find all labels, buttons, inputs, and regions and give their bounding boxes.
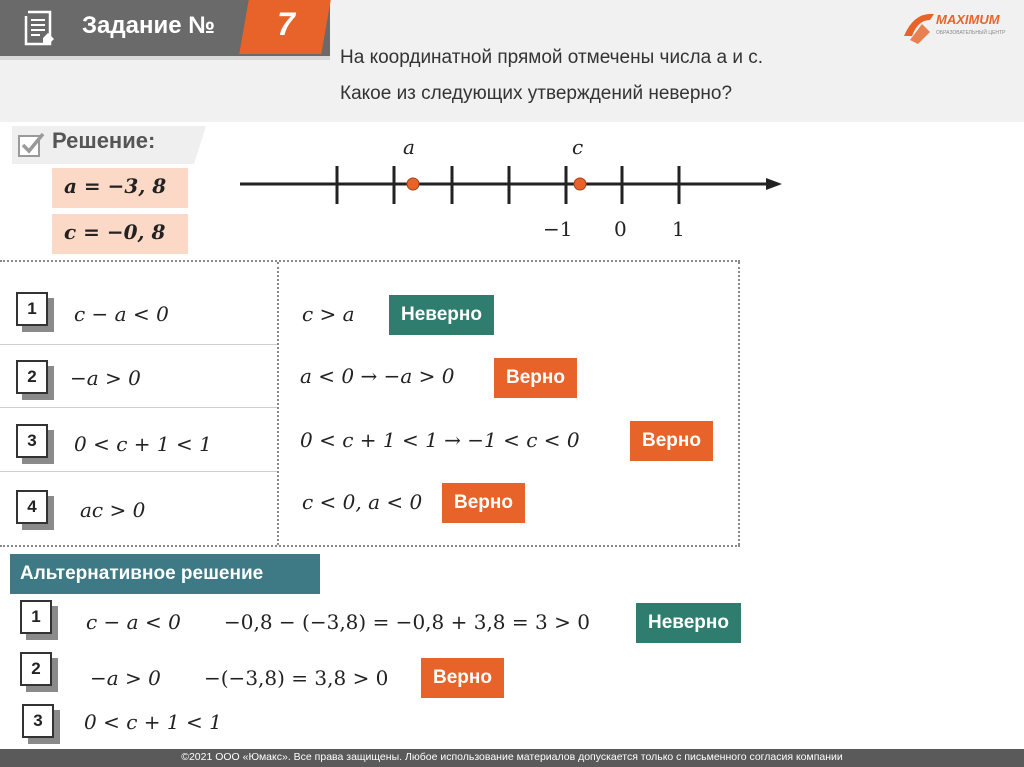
row-3-statement: 0 < c + 1 < 1 <box>74 432 212 456</box>
a-value-box: a = −3, 8 <box>52 168 188 208</box>
row-number-badge: 2 <box>16 360 54 400</box>
alt-row-number-badge: 3 <box>22 704 60 744</box>
alt-row-2-verdict-badge: Верно <box>421 658 504 698</box>
row-divider <box>0 344 277 345</box>
tick-label-zero: 0 <box>614 217 627 241</box>
row-3-reasoning: 0 < c + 1 < 1 → −1 < c < 0 <box>300 428 580 452</box>
document-icon <box>22 9 56 47</box>
logo-text: MAXIMUM <box>936 12 1000 27</box>
row-2-statement: −a > 0 <box>70 366 141 390</box>
row-3-verdict-badge: Верно <box>630 421 713 461</box>
solution-title: Решение: <box>52 128 156 153</box>
point-a-marker <box>407 178 419 190</box>
task-number: 7 <box>277 6 295 42</box>
row-divider <box>0 407 277 408</box>
row-divider <box>0 471 277 472</box>
row-4-reasoning: c < 0, a < 0 <box>302 490 423 514</box>
alt-row-3-statement: 0 < c + 1 < 1 <box>84 710 222 734</box>
table-top-border <box>0 260 740 262</box>
tick-label-one: 1 <box>672 217 685 241</box>
alt-row-2-calc: −(−3,8) = 3,8 > 0 <box>204 666 389 690</box>
row-number-badge: 1 <box>16 292 54 332</box>
table-right-border <box>738 262 740 545</box>
row-1-statement: c − a < 0 <box>74 302 169 326</box>
table-bottom-border <box>0 545 740 547</box>
row-4-verdict-badge: Верно <box>442 483 525 523</box>
alt-row-number-badge: 2 <box>20 652 58 692</box>
row-number-badge: 4 <box>16 490 54 530</box>
table-column-divider <box>277 262 279 545</box>
checkbox-checked-icon <box>16 130 46 160</box>
question <box>340 40 763 112</box>
alt-row-1-statement: c − a < 0 <box>86 610 181 634</box>
c-value-box: c = −0, 8 <box>52 214 188 254</box>
question-line-1: На координатной прямой отмечены числа а и с. <box>340 47 764 68</box>
footer-copyright: ©2021 ООО «Юмакс». Все права защищены. Любое использование материалов допускается только с письменного согласия компании <box>181 751 843 763</box>
row-1-verdict-badge: Неверно <box>389 295 494 335</box>
row-4-statement: ac > 0 <box>80 498 146 522</box>
point-c-marker <box>574 178 586 190</box>
row-number-badge: 3 <box>16 424 54 464</box>
alt-row-1-verdict-badge: Неверно <box>636 603 741 643</box>
number-line-arrow <box>766 178 782 190</box>
question-line-2: Какое из следующих утверждений неверно? <box>340 83 733 104</box>
alternative-solution-header: Альтернативное решение <box>10 554 320 594</box>
logo-subtitle: ОБРАЗОВАТЕЛЬНЫЙ ЦЕНТР <box>936 30 1006 36</box>
alt-row-2-statement: −a > 0 <box>90 666 161 690</box>
number-line <box>230 128 800 248</box>
alt-row-number-badge: 1 <box>20 600 58 640</box>
row-2-verdict-badge: Верно <box>494 358 577 398</box>
task-label: Задание № <box>82 12 215 39</box>
row-2-reasoning: a < 0 → −a > 0 <box>300 364 455 388</box>
point-c-label: c <box>572 135 584 159</box>
row-1-reasoning: c > a <box>302 302 355 326</box>
point-a-label: a <box>403 135 415 159</box>
alt-row-1-calc: −0,8 − (−3,8) = −0,8 + 3,8 = 3 > 0 <box>224 610 590 634</box>
tick-label-minus-one: −1 <box>543 217 573 241</box>
